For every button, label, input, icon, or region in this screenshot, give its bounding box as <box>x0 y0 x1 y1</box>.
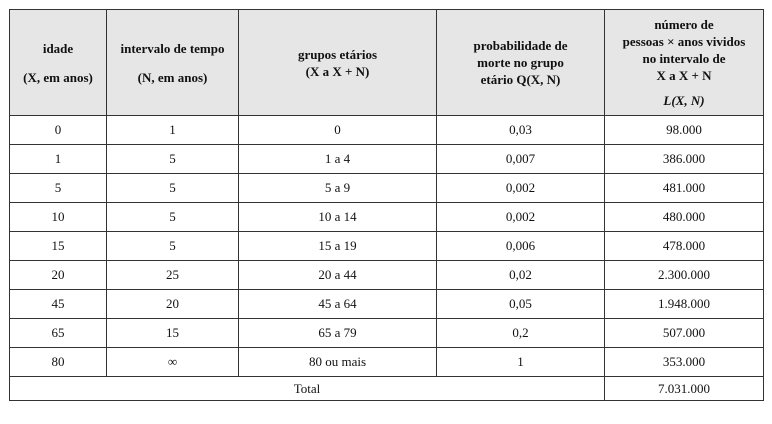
cell-lived: 480.000 <box>605 203 764 232</box>
cell-group: 45 a 64 <box>239 290 437 319</box>
header-groups: grupos etários (X a X + N) <box>239 10 437 116</box>
table-row <box>10 116 764 145</box>
header-row <box>10 10 764 116</box>
cell-age: 65 <box>10 319 107 348</box>
cell-group: 15 a 19 <box>239 232 437 261</box>
cell-lived: 98.000 <box>605 116 764 145</box>
life-table <box>9 9 764 401</box>
table-body <box>10 116 764 377</box>
cell-age: 20 <box>10 261 107 290</box>
cell-age: 0 <box>10 116 107 145</box>
cell-interval: ∞ <box>107 348 239 377</box>
table-row <box>10 290 764 319</box>
table-row <box>10 145 764 174</box>
cell-prob: 0,2 <box>437 319 605 348</box>
cell-group: 5 a 9 <box>239 174 437 203</box>
cell-group: 1 a 4 <box>239 145 437 174</box>
total-row <box>10 377 764 401</box>
cell-age: 1 <box>10 145 107 174</box>
cell-interval: 25 <box>107 261 239 290</box>
cell-prob: 0,007 <box>437 145 605 174</box>
cell-interval: 5 <box>107 174 239 203</box>
cell-age: 45 <box>10 290 107 319</box>
cell-lived: 478.000 <box>605 232 764 261</box>
total-value: 7.031.000 <box>605 377 764 401</box>
cell-interval: 5 <box>107 145 239 174</box>
cell-prob: 0,03 <box>437 116 605 145</box>
cell-prob: 0,006 <box>437 232 605 261</box>
cell-age: 80 <box>10 348 107 377</box>
cell-lived: 386.000 <box>605 145 764 174</box>
cell-prob: 1 <box>437 348 605 377</box>
table-row <box>10 319 764 348</box>
cell-group: 65 a 79 <box>239 319 437 348</box>
cell-prob: 0,05 <box>437 290 605 319</box>
cell-age: 15 <box>10 232 107 261</box>
header-person-years: número de pessoas × anos vividos no intervalo de X a X + N L(X, N) <box>605 10 764 116</box>
cell-prob: 0,002 <box>437 203 605 232</box>
cell-lived: 507.000 <box>605 319 764 348</box>
table-row <box>10 203 764 232</box>
header-probability: probabilidade de morte no grupo etário Q(X, N) <box>437 10 605 116</box>
total-label: Total <box>10 377 605 401</box>
cell-lived: 1.948.000 <box>605 290 764 319</box>
cell-group: 10 a 14 <box>239 203 437 232</box>
header-age: idade (X, em anos) <box>10 10 107 116</box>
cell-lived: 353.000 <box>605 348 764 377</box>
cell-prob: 0,002 <box>437 174 605 203</box>
table-row <box>10 232 764 261</box>
header-interval: intervalo de tempo (N, em anos) <box>107 10 239 116</box>
cell-interval: 20 <box>107 290 239 319</box>
cell-age: 5 <box>10 174 107 203</box>
cell-group: 80 ou mais <box>239 348 437 377</box>
table-row <box>10 261 764 290</box>
cell-group: 20 a 44 <box>239 261 437 290</box>
cell-group: 0 <box>239 116 437 145</box>
cell-interval: 5 <box>107 232 239 261</box>
cell-interval: 5 <box>107 203 239 232</box>
cell-interval: 1 <box>107 116 239 145</box>
cell-age: 10 <box>10 203 107 232</box>
cell-lived: 481.000 <box>605 174 764 203</box>
cell-prob: 0,02 <box>437 261 605 290</box>
table-row <box>10 348 764 377</box>
table-row <box>10 174 764 203</box>
cell-interval: 15 <box>107 319 239 348</box>
cell-lived: 2.300.000 <box>605 261 764 290</box>
